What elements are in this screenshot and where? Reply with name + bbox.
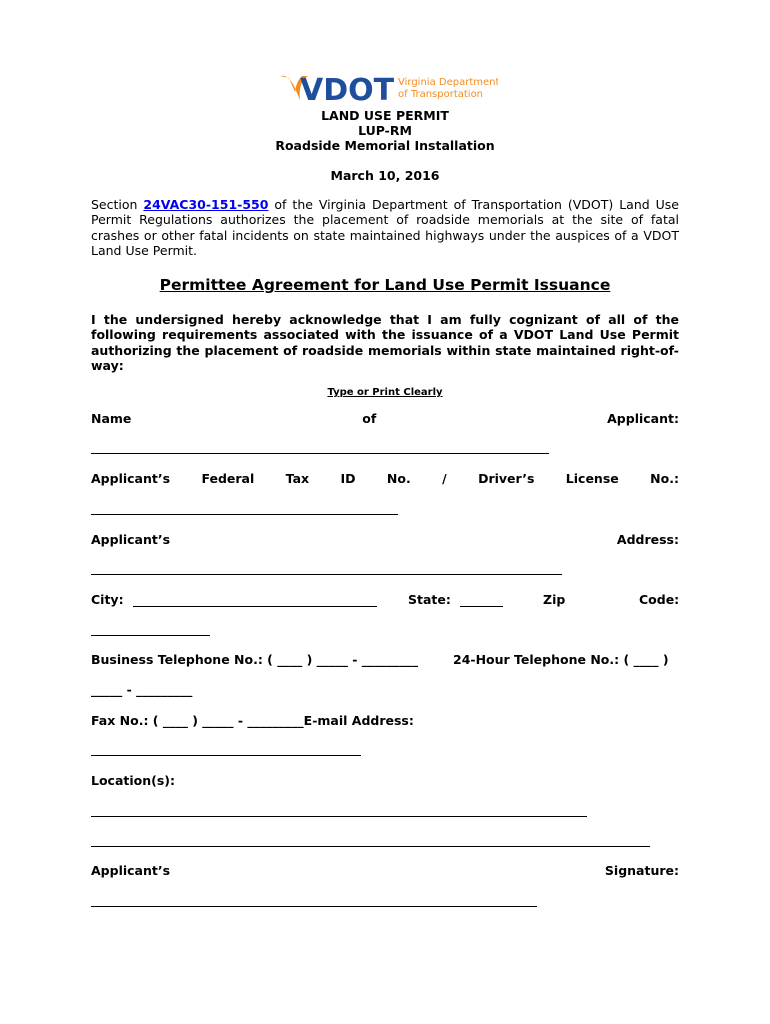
tax-id-label-row xyxy=(91,471,679,486)
city-field[interactable] xyxy=(133,606,377,607)
permit-date: March 10, 2016 xyxy=(330,168,440,183)
permit-code: LUP-RM xyxy=(358,123,412,138)
name-label-word: Name xyxy=(91,411,132,426)
intro-prefix: Section xyxy=(91,197,144,212)
name-label-row xyxy=(91,411,679,426)
address-label-word: Address: xyxy=(616,532,679,547)
logo-mark-text: VDOT xyxy=(300,73,395,106)
location-field-2[interactable] xyxy=(91,846,650,847)
state-label: State: xyxy=(408,592,451,607)
tax-id-field[interactable] xyxy=(91,514,398,515)
address-label-row xyxy=(91,532,679,547)
location-field-1[interactable] xyxy=(91,816,587,817)
name-label-word: of xyxy=(362,411,377,426)
acknowledgement-text: I the undersigned hereby acknowledge that I am fully cognizant of all of the following requirements associated with the issuance of a VDOT Land Use Permit authorizing the placement of roadside memorials within state maintained right-of-way: xyxy=(91,312,679,373)
hour-phone-field[interactable]: 24-Hour Telephone No.: ( ____ ) xyxy=(453,652,669,667)
zip-label-word: Code: xyxy=(639,592,680,607)
vdot-logo xyxy=(278,72,498,106)
state-field[interactable] xyxy=(460,606,503,607)
logo-org-line2: of Transportation xyxy=(398,89,484,100)
address-field[interactable] xyxy=(91,574,562,575)
name-field[interactable] xyxy=(91,453,549,454)
tax-label-word: ID xyxy=(340,471,356,486)
signature-label-row xyxy=(91,863,679,878)
tax-label-word: No. xyxy=(386,471,411,486)
permit-subtitle: Roadside Memorial Installation xyxy=(275,138,495,153)
intro-text: of the Virginia Department of Transportation (VDOT) Land Use Permit Regulations authorizes the placement of roadside memorials at the site of fatal crashes or other fatal incidents on state maintained highways under the auspices of a VDOT Land Use Permit. xyxy=(91,197,679,258)
agreement-title: Permittee Agreement for Land Use Permit Issuance xyxy=(159,276,611,294)
address-label-word: Applicant’s xyxy=(91,532,171,547)
signature-field[interactable] xyxy=(91,906,537,907)
type-print-note: Type or Print Clearly xyxy=(327,387,443,398)
signature-label-word: Signature: xyxy=(604,863,679,878)
zip-field[interactable] xyxy=(91,635,210,636)
tax-label-word: Tax xyxy=(285,471,310,486)
tax-label-word: / xyxy=(442,471,447,486)
tax-label-word: No.: xyxy=(650,471,679,486)
email-field[interactable] xyxy=(91,755,361,756)
city-label: City: xyxy=(91,592,124,607)
tax-label-word: Driver’s xyxy=(478,471,535,486)
logo-org-line1: Virginia Department xyxy=(398,77,498,88)
tax-label-word: Federal xyxy=(201,471,255,486)
regulation-link[interactable]: 24VAC30-151-550 xyxy=(143,197,269,212)
tax-label-word: License xyxy=(565,471,619,486)
vdot-logo-mark xyxy=(278,72,498,106)
hour-phone-cont-field[interactable]: _____ - _________ xyxy=(91,682,193,697)
signature-label-word: Applicant’s xyxy=(91,863,171,878)
name-label-word: Applicant: xyxy=(607,411,679,426)
permit-title: LAND USE PERMIT xyxy=(321,108,449,123)
business-phone-field[interactable]: Business Telephone No.: ( ____ ) _____ - _________ xyxy=(91,652,419,667)
fax-email-label: Fax No.: ( ____ ) _____ - _________E-mail Address: xyxy=(91,713,414,728)
zip-label-word: Zip xyxy=(543,592,566,607)
tax-label-word: Applicant’s xyxy=(91,471,171,486)
intro-paragraph xyxy=(91,197,679,258)
location-label: Location(s): xyxy=(91,773,176,788)
